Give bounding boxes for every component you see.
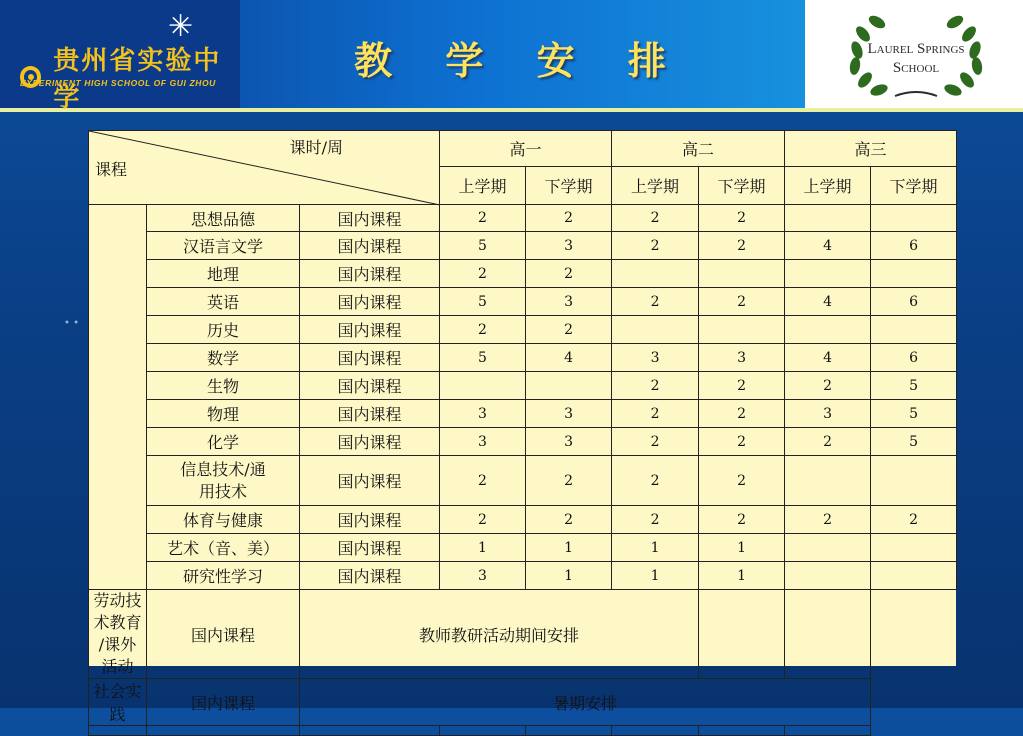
table-row [89,590,957,679]
hours-cell: 2 [785,372,871,400]
hours-cell [612,260,699,288]
hours-cell: 4 [785,232,871,260]
table-row [89,506,957,534]
hours-cell [526,372,612,400]
hours-cell: 2 [440,205,526,232]
hours-cell: 2 [612,232,699,260]
course-type-cell: 国内课程 [300,534,440,562]
hours-cell [785,456,871,506]
subject-line1: 信息技术/通 [180,459,266,479]
course-type-cell: 国内课程 [300,232,440,260]
subject-cell: 生物 [147,372,300,400]
course-type-cell: 国内课程 [300,400,440,428]
course-type-cell: 国内课程 [147,679,300,726]
subject-cell: 数学 [147,344,300,372]
table-row [89,562,957,590]
hours-cell [699,316,785,344]
hours-cell [699,590,785,679]
hours-cell [612,316,699,344]
hours-cell: 2 [526,316,612,344]
table-row [89,400,957,428]
table-row [89,428,957,456]
hours-cell: 1 [612,534,699,562]
hours-cell: 2 [699,288,785,316]
decorative-dots: • • [64,318,79,329]
table-row [89,456,957,506]
subject-cell: 历史 [147,316,300,344]
hours-cell [699,260,785,288]
hours-cell: 3 [785,400,871,428]
hours-cell [871,260,957,288]
hours-cell: 2 [612,456,699,506]
hours-cell: 3 [526,288,612,316]
hours-cell [785,534,871,562]
schedule-table [88,130,956,724]
hours-cell: 2 [612,205,699,232]
course-type-cell: 国内课程 [147,590,300,679]
hours-cell: 2 [440,316,526,344]
hours-cell: 2 [612,288,699,316]
table-row [89,679,957,726]
hours-cell [785,562,871,590]
hours-cell: 1 [612,562,699,590]
hours-cell: 2 [612,400,699,428]
school-logo [0,0,240,113]
hours-cell: 6 [871,232,957,260]
term-header: 上学期 [440,167,526,205]
partner-name [843,40,989,78]
subject-cell: 地理 [147,260,300,288]
hours-cell: 3 [526,400,612,428]
hours-cell: 2 [699,456,785,506]
hours-cell: 2 [526,205,612,232]
hours-cell: 1 [526,534,612,562]
hours-cell [440,372,526,400]
hours-cell: 5 [871,400,957,428]
hours-cell: 3 [526,232,612,260]
table-row [89,205,957,232]
hours-cell: 4 [526,344,612,372]
hours-cell: 2 [526,506,612,534]
term-header: 上学期 [612,167,699,205]
hours-cell [871,562,957,590]
hours-cell [871,205,957,232]
hours-cell: 3 [440,428,526,456]
hours-cell [785,260,871,288]
term-header: 上学期 [785,167,871,205]
course-type-cell: 国内课程 [300,288,440,316]
hours-cell: 4 [785,344,871,372]
table-row [89,316,957,344]
note-cell: 暑期安排 [300,679,871,726]
hours-cell: 1 [526,562,612,590]
hours-cell: 2 [526,456,612,506]
hours-cell: 5 [440,344,526,372]
hours-cell: 2 [699,372,785,400]
hours-cell: 2 [612,428,699,456]
hours-cell: 3 [440,400,526,428]
hours-cell: 4 [785,288,871,316]
star-icon: ✳ [168,9,194,44]
subject-cell: 英语 [147,288,300,316]
grade-header: 高三 [785,131,957,167]
hours-cell: 5 [871,428,957,456]
hours-cell: 2 [871,506,957,534]
hours-cell: 2 [612,372,699,400]
course-type-cell: 国内课程 [300,260,440,288]
subject-cell: 体育与健康 [147,506,300,534]
hours-cell: 2 [612,506,699,534]
hours-cell: 2 [785,506,871,534]
course-type-cell: 国内课程 [300,506,440,534]
course-type-cell: 国内课程 [300,562,440,590]
category-cell [89,205,147,590]
partner-name-line2: School [892,60,940,76]
table-row [89,288,957,316]
hours-cell: 1 [699,534,785,562]
hours-cell: 3 [699,344,785,372]
subject-cell: 汉语言文学 [147,232,300,260]
subject-cell: 研究性学习 [147,562,300,590]
school-name-cn: 贵州省实验中学 [53,46,222,113]
hours-cell: 6 [871,288,957,316]
hours-cell: 2 [699,506,785,534]
hours-cell [871,456,957,506]
subject-line2: 用技术 [198,481,247,501]
hours-cell: 3 [526,428,612,456]
grade-header: 高一 [440,131,612,167]
course-type-cell: 国内课程 [300,205,440,232]
hours-cell: 2 [785,428,871,456]
term-header: 下学期 [526,167,612,205]
subject-cell: 思想品德 [147,205,300,232]
subject-line2: /课外活动 [98,635,137,676]
partner-name-line1: Laurel Springs [867,41,965,57]
hours-cell [871,316,957,344]
hours-cell: 3 [612,344,699,372]
hours-cell [785,316,871,344]
course-type-cell: 国内课程 [300,316,440,344]
table-row [89,344,957,372]
hours-cell: 6 [871,344,957,372]
hours-cell: 2 [699,232,785,260]
hours-cell [785,205,871,232]
hours-cell: 2 [440,506,526,534]
school-name-en: EXPERIMENT HIGH SCHOOL OF GUI ZHOU [20,78,216,88]
hours-cell: 1 [440,534,526,562]
hours-cell [785,590,871,679]
course-type-cell: 国内课程 [300,372,440,400]
hours-cell: 3 [440,562,526,590]
course-type-cell: 国内课程 [300,428,440,456]
hours-cell: 5 [440,232,526,260]
hours-cell: 2 [699,205,785,232]
hours-cell: 2 [699,400,785,428]
corner-label-course: 课程 [95,160,128,179]
subject-cell [89,590,147,679]
subject-cell: 物理 [147,400,300,428]
table-corner-cell [89,131,440,205]
subject-cell: 艺术（音、美） [147,534,300,562]
hours-cell [871,534,957,562]
subject-cell: 社会实践 [89,679,147,726]
subject-line1: 劳动技术教育 [93,591,142,632]
table-row [89,534,957,562]
note-cell: 教师教研活动期间安排 [300,590,699,679]
table-row [89,372,957,400]
hours-cell: 2 [526,260,612,288]
hours-cell: 5 [440,288,526,316]
term-header: 下学期 [871,167,957,205]
grade-header: 高二 [612,131,785,167]
page-title: 教 学 安 排 [354,38,686,83]
hours-cell: 1 [699,562,785,590]
partner-logo [805,0,1023,108]
hours-cell: 2 [440,456,526,506]
corner-label-hours: 课时/周 [289,138,344,157]
subject-cell [147,456,300,506]
table-row [89,232,957,260]
hours-cell: 2 [440,260,526,288]
subject-cell: 化学 [147,428,300,456]
hours-cell: 5 [871,372,957,400]
hours-cell: 2 [699,428,785,456]
table-row [89,260,957,288]
term-header: 下学期 [699,167,785,205]
course-type-cell: 国内课程 [300,344,440,372]
course-type-cell: 国内课程 [300,456,440,506]
